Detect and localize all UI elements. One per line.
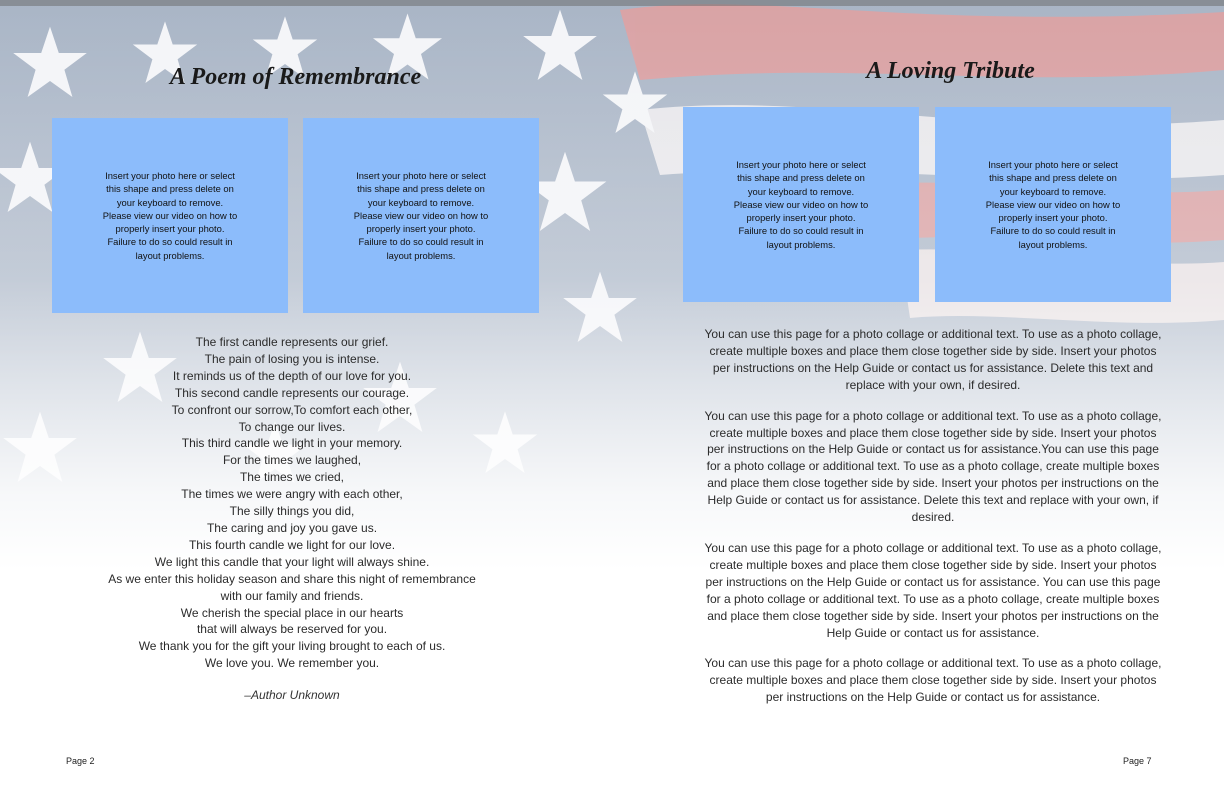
photo-placeholder-right-1[interactable] [683,107,919,302]
poem-author: –Author Unknown [244,688,340,702]
poem-line: This third candle we light in your memory. [181,436,403,451]
page-number-right: Page 7 [1123,756,1152,766]
tribute-paragraph: You can use this page for a photo collage or additional text. To use as a photo collage, create multiple boxes and place them close together side by side. Insert your photos per instructions on the Help Guide or contact us for assistance. Delete this text and replace with your own, if desired. [704,327,1162,392]
poem-line: The caring and joy you gave us. [206,520,378,535]
photo-placeholder-text: Insert your photo here or select this shape and press delete on your keyboard to remove. Please view our video on how to properly insert your photo. Failure to do so could result in layout problems. [102,169,238,261]
poem-line: We love you. We remember you. [204,656,380,671]
poem-line: The times we cried, [239,470,345,485]
photo-placeholder-text: Insert your photo here or select this shape and press delete on your keyboard to remove. Please view our video on how to properly insert your photo. Failure to do so could result in layout problems. [985,158,1121,250]
tribute-paragraph: You can use this page for a photo collage or additional text. To use as a photo collage, create multiple boxes and place them close together side by side. Insert your photos per instructions on the Help Guide or contact us for assistance. You can use this page for a photo collage or additional text. To use as a photo collage, create multiple boxes and place them close together side by side. Insert your photos per instructions on the Help Guide or contact us for assistance. [704,540,1162,640]
poem-line: It reminds us of the depth of our love for you. [172,368,412,383]
poem-line: We thank you for the gift your living brought to each of us. [138,639,446,654]
poem-line: We light this candle that your light will always shine. [154,554,430,569]
poem-line: The pain of losing you is intense. [204,351,380,366]
left-page-title: A Poem of Remembrance [169,64,422,90]
poem-line: that will always be reserved for you. [196,622,388,637]
poem-line: To confront our sorrow,To comfort each other, [171,402,413,417]
poem-line: The times we were angry with each other, [181,487,403,502]
poem-line: The first candle represents our grief. [195,335,389,349]
poem-line: For the times we laughed, [222,453,362,468]
tribute-paragraph: You can use this page for a photo collage or additional text. To use as a photo collage, create multiple boxes and place them close together side by side. Insert your photos per instructions on the Help Guide or contact us for assistance. [704,656,1162,705]
photo-placeholder-text: Insert your photo here or select this shape and press delete on your keyboard to remove. Please view our video on how to properly insert your photo. Failure to do so could result in layout problems. [733,158,869,250]
poem-line: The silly things you did, [229,504,355,519]
poem-line: This second candle represents our courage. [174,385,410,400]
right-page-title: A Loving Tribute [866,58,1035,84]
photo-placeholder-left-2[interactable] [303,118,539,313]
poem-line: As we enter this holiday season and share this night of remembrance [108,571,476,586]
poem-line: To change our lives. [238,419,346,434]
tribute-text [700,326,1166,720]
photo-placeholder-right-2[interactable] [935,107,1171,302]
poem-line: with our family and friends. [220,588,364,603]
poem-line: We cherish the special place in our hearts [180,605,404,620]
tribute-paragraph: You can use this page for a photo collage or additional text. To use as a photo collage, create multiple boxes and place them close together side by side. Insert your photos per instructions on the Help Guide or contact us for assistance.You can use this page for a photo collage or additional text. To use as a photo collage, create multiple boxes and place them close together side by side. Insert your photos per instructions on the Help Guide or contact us for assistance. Delete this text and replace with your own, if desired. [704,408,1162,525]
poem-line: This fourth candle we light for our love. [188,537,396,552]
page-number-left: Page 2 [66,756,95,766]
poem [52,334,532,672]
photo-placeholder-text: Insert your photo here or select this shape and press delete on your keyboard to remove. Please view our video on how to properly insert your photo. Failure to do so could result in layout problems. [353,169,489,261]
photo-placeholder-left-1[interactable] [52,118,288,313]
